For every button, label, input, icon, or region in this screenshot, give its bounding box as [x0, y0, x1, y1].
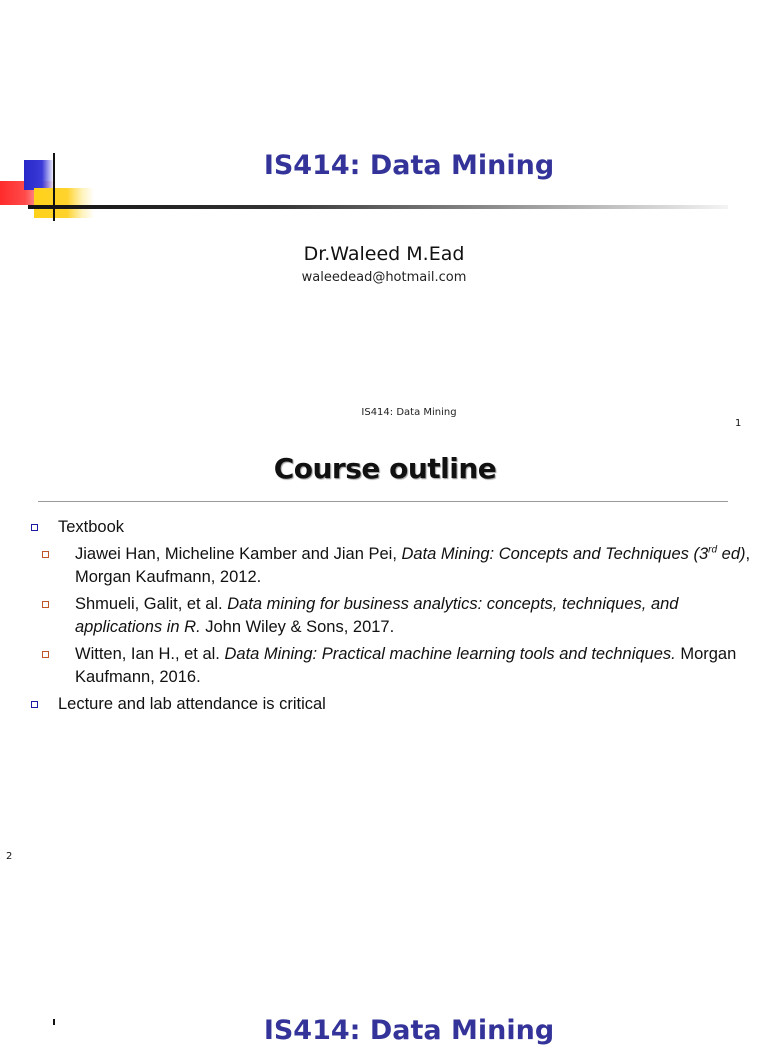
square-bullet-icon: [42, 601, 49, 608]
square-bullet-icon: [31, 701, 38, 708]
list-item-reference: Shmueli, Galit, et al. Data mining for business analytics: concepts, techniques, and applications in R. John Wiley & Sons, 2017.: [0, 593, 768, 639]
slide-1: [0, 0, 768, 430]
next-slide-title: IS414: Data Mining: [263, 1015, 555, 1046]
list-item-textbook: Textbook: [0, 516, 768, 539]
decor-yellow-block: [34, 188, 94, 218]
title-underline: [28, 205, 728, 209]
page-number: 2: [6, 851, 13, 862]
list-item-reference: Jiawei Han, Micheline Kamber and Jian Pei, Data Mining: Concepts and Techniques (3rd ed), Morgan Kaufmann, 2012.: [0, 543, 768, 589]
author-name: Dr.Waleed M.Ead: [303, 243, 465, 265]
list-item-attendance: Lecture and lab attendance is critical: [0, 693, 768, 716]
slide-footer: IS414: Data Mining: [361, 407, 457, 418]
square-bullet-icon: [42, 551, 49, 558]
page-number: 1: [735, 418, 742, 429]
author-email: waleedead@hotmail.com: [301, 270, 467, 285]
slide-title: Course outline: [273, 452, 497, 485]
slide-title: IS414: Data Mining: [263, 150, 555, 181]
list-item-reference: Witten, Ian H., et al. Data Mining: Practical machine learning tools and techniques. Morgan Kaufmann, 2016.: [0, 643, 768, 689]
square-bullet-icon: [42, 651, 49, 658]
slide-2: [0, 430, 768, 1046]
title-divider: [38, 501, 728, 502]
square-bullet-icon: [31, 524, 38, 531]
course-outline-list: [0, 516, 768, 720]
